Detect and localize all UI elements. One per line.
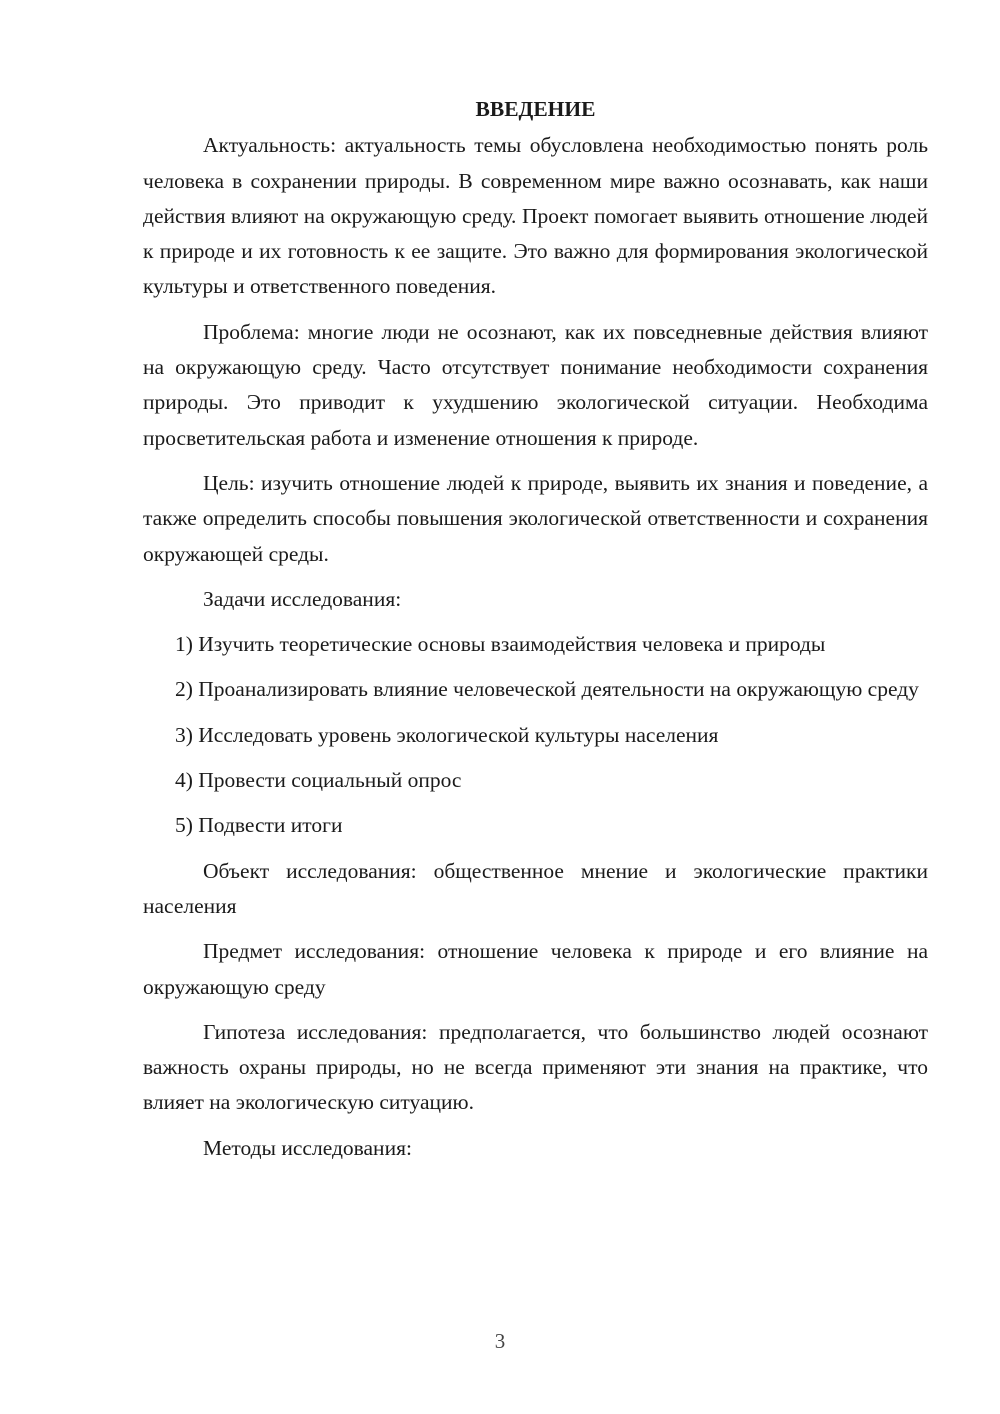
document-page [143, 92, 928, 1176]
tasks-heading: Задачи исследования: [203, 586, 402, 611]
subject-paragraph: Предмет исследования: отношение человека к природе и его влияние на окружающую среду [143, 939, 928, 999]
methods-heading: Методы исследования: [203, 1135, 412, 1160]
task-item: 3) Исследовать уровень экологической культуры населения [175, 722, 719, 747]
relevance-paragraph: Актуальность: актуальность темы обусловлена необходимостью понять роль человека в сохранении природы. В современном мире важно осознавать, как наши действия влияют на окружающую среду. Проект помогает выявить отношение людей к природе и их готовность к ее защите. Это важно для формирования экологической культуры и ответственного поведения. [143, 133, 928, 299]
task-item: 5) Подвести итоги [175, 813, 343, 838]
hypothesis-paragraph: Гипотеза исследования: предполагается, что большинство людей осознают важность охраны природы, но не всегда применяют эти знания на практике, что влияет на экологическую ситуацию. [143, 1019, 928, 1115]
task-item: 2) Проанализировать влияние человеческой деятельности на окружающую среду [175, 677, 919, 702]
tasks-list [143, 627, 928, 843]
section-heading: ВВЕДЕНИЕ [475, 97, 596, 121]
problem-paragraph: Проблема: многие люди не осознают, как их повседневные действия влияют на окружающую среду. Часто отсутствует понимание необходимости сохранения природы. Это приводит к ухудшению экологической ситуации. Необходима просветительская работа и изменение отношения к природе. [143, 319, 928, 450]
object-paragraph: Объект исследования: общественное мнение и экологические практики населения [143, 858, 928, 918]
goal-paragraph: Цель: изучить отношение людей к природе, выявить их знания и поведение, а также определить способы повышения экологической ответственности и сохранения окружающей среды. [143, 470, 928, 566]
task-item: 4) Провести социальный опрос [175, 768, 462, 793]
page-number: 3 [494, 1329, 506, 1353]
task-item: 1) Изучить теоретические основы взаимодействия человека и природы [175, 632, 826, 657]
